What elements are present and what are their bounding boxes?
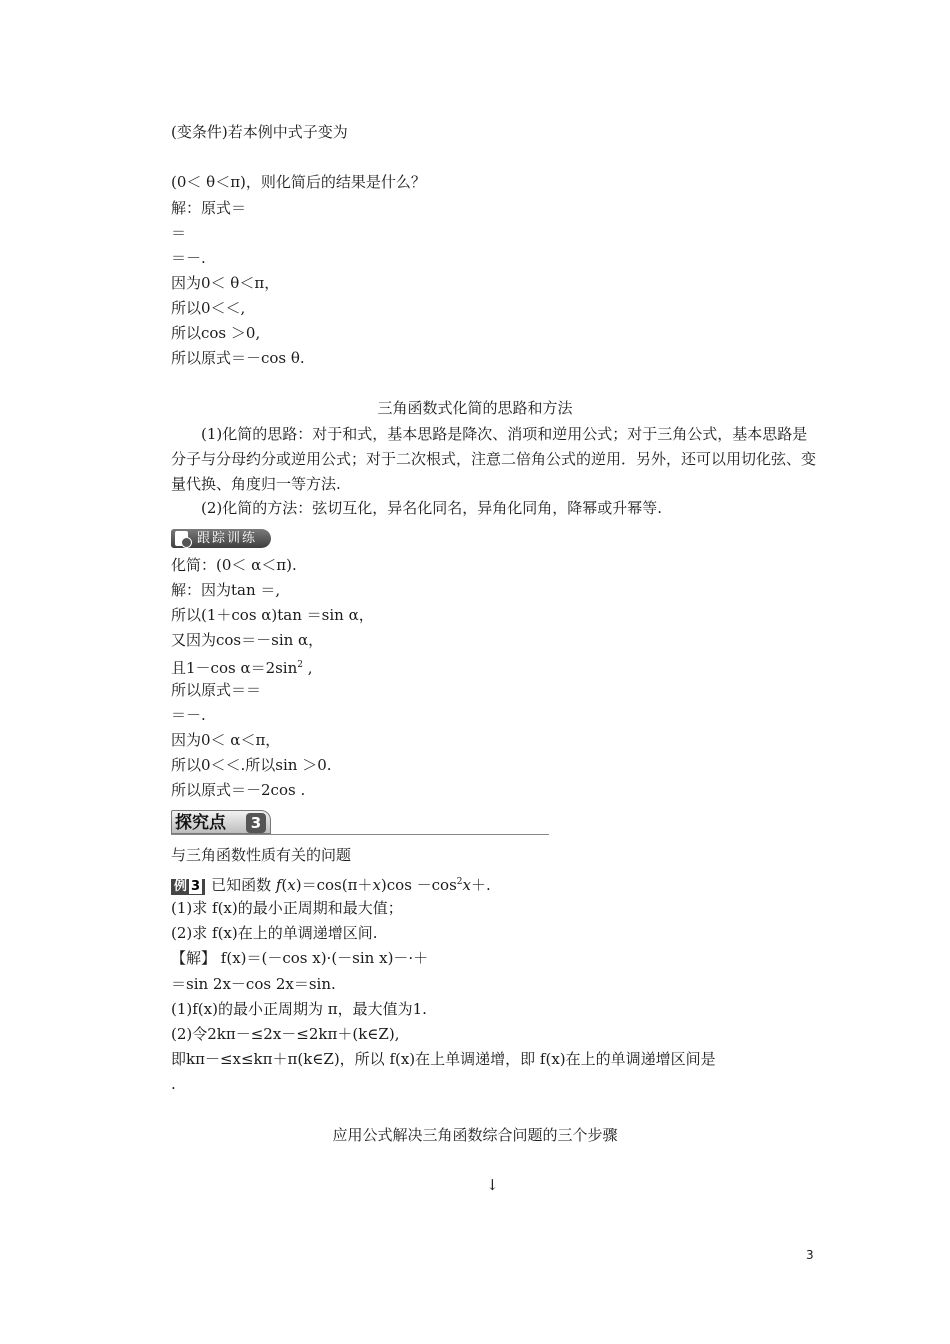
example-tag-text: 例 <box>174 879 188 894</box>
example-solution-line-1 <box>171 948 428 968</box>
practice-line-5-a: 且1－cos α＝2sin <box>171 659 298 677</box>
example-solution-line-3: (1)f(x)的最小正周期为 π，最大值为1. <box>171 1000 427 1018</box>
solution-line-5: 所以0＜＜, <box>171 299 246 317</box>
example-tag <box>171 879 205 895</box>
variant-condition-line: (变条件)若本例中式子变为 <box>171 123 348 141</box>
practice-line-5-sup: 2 <box>297 660 304 670</box>
explore-point-header <box>171 810 549 835</box>
steps-title: 应用公式解决三角函数综合问题的三个步骤 <box>332 1126 618 1144</box>
example-stem-e: ＋. <box>471 876 491 894</box>
method-paragraph-2: (2)化简的方法：弦切互化，异名化同名，异角化同角，降幂或升幂等. <box>201 499 663 517</box>
question-line: (0＜ θ＜π)，则化简后的结果是什么？ <box>171 173 426 191</box>
example-stem <box>171 872 491 895</box>
example-stem-d: )cos －cos <box>380 876 457 894</box>
practice-line-2: 解：因为tan ＝, <box>171 581 281 599</box>
example-solution-line-5: 即kπ－≤x≤kπ＋π(k∈Z)，所以 f(x)在上单调递增，即 f(x)在上的单调递增区间是 <box>171 1050 716 1068</box>
practice-line-7: ＝－. <box>171 706 206 724</box>
explore-point-text: 探究点 <box>175 813 226 833</box>
example-tag-number: 3 <box>191 879 201 894</box>
solution-line-1: 解：原式＝ <box>171 199 247 217</box>
practice-line-3: 所以(1＋cos α)tan ＝sin α， <box>171 606 374 624</box>
practice-line-8: 因为0＜ α＜π， <box>171 731 281 749</box>
example-stem-x2: x <box>372 876 381 894</box>
solution-line-3: ＝－. <box>171 249 206 267</box>
method-title: 三角函数式化简的思路和方法 <box>377 399 573 417</box>
practice-line-5-b: , <box>303 659 313 677</box>
example-solution-line-2: ＝sin 2x－cos 2x＝sin. <box>171 975 336 993</box>
solution-line-4: 因为0＜ θ＜π， <box>171 274 280 292</box>
example-solution-line-6: . <box>171 1075 176 1093</box>
example-stem-sup: 2 <box>456 877 463 887</box>
practice-badge <box>171 529 271 548</box>
practice-line-6: 所以原式＝＝ <box>171 681 262 699</box>
example-question-1: (1)求 f(x)的最小正周期和最大值； <box>171 899 403 917</box>
explore-point-label <box>171 810 271 834</box>
practice-badge-label: 跟踪训练 <box>197 531 258 546</box>
solution-line-6: 所以cos ＞0, <box>171 324 261 342</box>
practice-line-10: 所以原式＝－2cos . <box>171 781 306 799</box>
example-stem-b: ( <box>281 876 288 894</box>
explore-topic: 与三角函数性质有关的问题 <box>171 846 352 864</box>
practice-line-4: 又因为cos＝－sin α， <box>171 631 324 649</box>
example-stem-f: f <box>275 876 282 894</box>
practice-line-1: 化简：(0＜ α＜π). <box>171 556 297 574</box>
solution-line-2: ＝ <box>171 224 187 242</box>
example-question-2: (2)求 f(x)在上的单调递增区间. <box>171 924 378 942</box>
example-solution-line-4: (2)令2kπ－≤2x－≤2kπ＋(k∈Z), <box>171 1025 400 1043</box>
down-arrow-icon: ↓ <box>486 1176 499 1194</box>
explore-point-number: 3 <box>246 813 266 833</box>
practice-line-9: 所以0＜＜.所以sin ＞0. <box>171 756 332 774</box>
example-stem-a: 已知函数 <box>211 876 276 894</box>
example-stem-c: )＝cos(π＋ <box>295 876 373 894</box>
solution-heading: 【解】 <box>171 949 217 967</box>
solution-line-7: 所以原式＝－cos θ. <box>171 349 305 367</box>
page-number: 3 <box>806 1248 814 1262</box>
solution-formula: f(x)＝(－cos x)·(－sin x)－·＋ <box>216 949 429 967</box>
practice-line-5 <box>171 655 313 678</box>
practice-check-icon <box>175 531 188 546</box>
example-stem-x3: x <box>462 876 471 894</box>
example-stem-x1: x <box>287 876 296 894</box>
method-paragraph-1: (1)化简的思路：对于和式，基本思路是降次、消项和逆用公式；对于三角公式，基本思路是分子与分母约分或逆用公式；对于二次根式，注意二倍角公式的逆用．另外，还可以用切化弦、变量代换、角度归一等方法. <box>171 425 817 493</box>
